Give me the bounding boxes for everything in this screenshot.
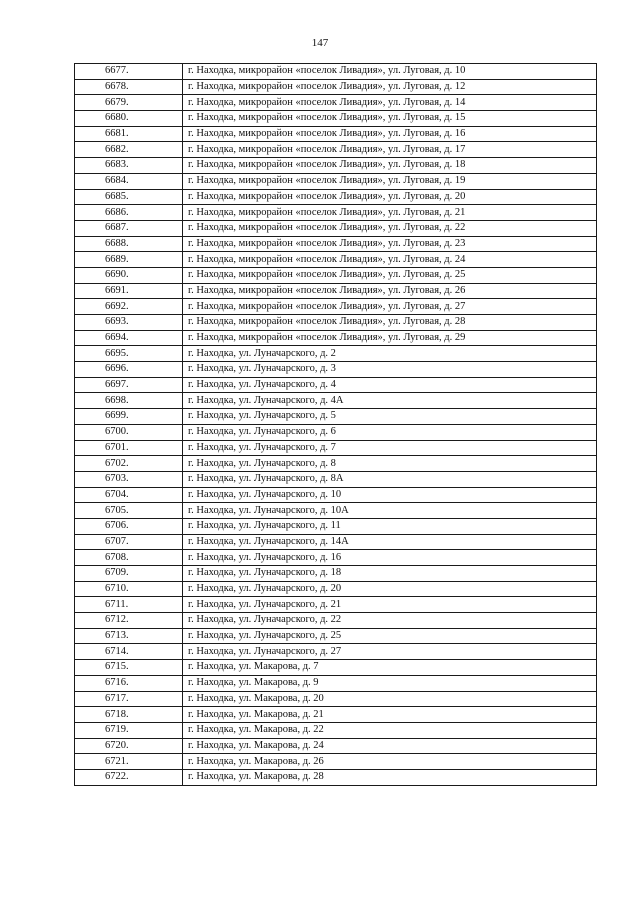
address-cell: г. Находка, ул. Луначарского, д. 10А xyxy=(183,503,597,519)
address-cell: г. Находка, ул. Луначарского, д. 8А xyxy=(183,471,597,487)
address-cell: г. Находка, ул. Макарова, д. 9 xyxy=(183,675,597,691)
table-row xyxy=(75,566,597,582)
address-cell: г. Находка, микрорайон «поселок Ливадия», ул. Луговая, д. 29 xyxy=(183,330,597,346)
address-cell: г. Находка, микрорайон «поселок Ливадия», ул. Луговая, д. 10 xyxy=(183,64,597,80)
row-number-cell: 6702. xyxy=(75,456,183,472)
row-number-cell: 6710. xyxy=(75,581,183,597)
address-cell: г. Находка, микрорайон «поселок Ливадия», ул. Луговая, д. 17 xyxy=(183,142,597,158)
row-number-cell: 6705. xyxy=(75,503,183,519)
address-cell: г. Находка, ул. Луначарского, д. 5 xyxy=(183,409,597,425)
row-number-cell: 6688. xyxy=(75,236,183,252)
table-row xyxy=(75,111,597,127)
address-cell: г. Находка, микрорайон «поселок Ливадия», ул. Луговая, д. 28 xyxy=(183,315,597,331)
address-cell: г. Находка, ул. Луначарского, д. 16 xyxy=(183,550,597,566)
row-number-cell: 6718. xyxy=(75,707,183,723)
table-row xyxy=(75,79,597,95)
row-number-cell: 6690. xyxy=(75,267,183,283)
address-cell: г. Находка, ул. Луначарского, д. 14А xyxy=(183,534,597,550)
address-cell: г. Находка, ул. Луначарского, д. 4А xyxy=(183,393,597,409)
row-number-cell: 6719. xyxy=(75,722,183,738)
row-number-cell: 6698. xyxy=(75,393,183,409)
address-cell: г. Находка, ул. Макарова, д. 26 xyxy=(183,754,597,770)
table-row xyxy=(75,628,597,644)
address-cell: г. Находка, ул. Луначарского, д. 4 xyxy=(183,377,597,393)
row-number-cell: 6678. xyxy=(75,79,183,95)
table-row xyxy=(75,315,597,331)
row-number-cell: 6717. xyxy=(75,691,183,707)
table-row xyxy=(75,173,597,189)
address-cell: г. Находка, ул. Макарова, д. 7 xyxy=(183,660,597,676)
address-cell: г. Находка, ул. Луначарского, д. 22 xyxy=(183,613,597,629)
table-row xyxy=(75,613,597,629)
table-row xyxy=(75,456,597,472)
table-row xyxy=(75,189,597,205)
row-number-cell: 6692. xyxy=(75,299,183,315)
row-number-cell: 6694. xyxy=(75,330,183,346)
table-row xyxy=(75,142,597,158)
table-row xyxy=(75,597,597,613)
table-row xyxy=(75,126,597,142)
table-row xyxy=(75,220,597,236)
address-cell: г. Находка, ул. Луначарского, д. 6 xyxy=(183,424,597,440)
table-row xyxy=(75,283,597,299)
address-cell: г. Находка, ул. Луначарского, д. 20 xyxy=(183,581,597,597)
address-cell: г. Находка, микрорайон «поселок Ливадия», ул. Луговая, д. 23 xyxy=(183,236,597,252)
row-number-cell: 6684. xyxy=(75,173,183,189)
address-cell: г. Находка, ул. Макарова, д. 24 xyxy=(183,738,597,754)
row-number-cell: 6685. xyxy=(75,189,183,205)
table-row xyxy=(75,660,597,676)
table-row xyxy=(75,503,597,519)
table-row xyxy=(75,64,597,80)
row-number-cell: 6716. xyxy=(75,675,183,691)
row-number-cell: 6711. xyxy=(75,597,183,613)
row-number-cell: 6693. xyxy=(75,315,183,331)
address-cell: г. Находка, микрорайон «поселок Ливадия», ул. Луговая, д. 24 xyxy=(183,252,597,268)
row-number-cell: 6677. xyxy=(75,64,183,80)
row-number-cell: 6681. xyxy=(75,126,183,142)
address-cell: г. Находка, микрорайон «поселок Ливадия», ул. Луговая, д. 20 xyxy=(183,189,597,205)
address-cell: г. Находка, ул. Луначарского, д. 2 xyxy=(183,346,597,362)
address-cell: г. Находка, микрорайон «поселок Ливадия», ул. Луговая, д. 15 xyxy=(183,111,597,127)
row-number-cell: 6721. xyxy=(75,754,183,770)
row-number-cell: 6704. xyxy=(75,487,183,503)
table-row xyxy=(75,267,597,283)
table-row xyxy=(75,534,597,550)
address-table xyxy=(74,63,597,786)
table-row xyxy=(75,330,597,346)
table-row xyxy=(75,581,597,597)
row-number-cell: 6691. xyxy=(75,283,183,299)
row-number-cell: 6687. xyxy=(75,220,183,236)
table-row xyxy=(75,644,597,660)
table-row xyxy=(75,252,597,268)
row-number-cell: 6707. xyxy=(75,534,183,550)
address-cell: г. Находка, микрорайон «поселок Ливадия», ул. Луговая, д. 14 xyxy=(183,95,597,111)
address-cell: г. Находка, ул. Луначарского, д. 27 xyxy=(183,644,597,660)
address-cell: г. Находка, ул. Луначарского, д. 18 xyxy=(183,566,597,582)
row-number-cell: 6715. xyxy=(75,660,183,676)
row-number-cell: 6713. xyxy=(75,628,183,644)
address-cell: г. Находка, микрорайон «поселок Ливадия», ул. Луговая, д. 19 xyxy=(183,173,597,189)
row-number-cell: 6679. xyxy=(75,95,183,111)
address-cell: г. Находка, ул. Луначарского, д. 25 xyxy=(183,628,597,644)
table-row xyxy=(75,424,597,440)
table-row xyxy=(75,738,597,754)
row-number-cell: 6712. xyxy=(75,613,183,629)
table-row xyxy=(75,471,597,487)
address-cell: г. Находка, микрорайон «поселок Ливадия», ул. Луговая, д. 25 xyxy=(183,267,597,283)
address-cell: г. Находка, микрорайон «поселок Ливадия», ул. Луговая, д. 22 xyxy=(183,220,597,236)
row-number-cell: 6700. xyxy=(75,424,183,440)
address-cell: г. Находка, ул. Макарова, д. 21 xyxy=(183,707,597,723)
address-cell: г. Находка, ул. Макарова, д. 20 xyxy=(183,691,597,707)
row-number-cell: 6714. xyxy=(75,644,183,660)
row-number-cell: 6697. xyxy=(75,377,183,393)
address-cell: г. Находка, микрорайон «поселок Ливадия», ул. Луговая, д. 18 xyxy=(183,158,597,174)
row-number-cell: 6682. xyxy=(75,142,183,158)
address-cell: г. Находка, ул. Луначарского, д. 7 xyxy=(183,440,597,456)
table-row xyxy=(75,707,597,723)
table-row xyxy=(75,95,597,111)
table-row xyxy=(75,346,597,362)
row-number-cell: 6689. xyxy=(75,252,183,268)
row-number-cell: 6701. xyxy=(75,440,183,456)
table-row xyxy=(75,518,597,534)
table-row xyxy=(75,550,597,566)
row-number-cell: 6686. xyxy=(75,205,183,221)
address-cell: г. Находка, ул. Луначарского, д. 21 xyxy=(183,597,597,613)
table-row xyxy=(75,205,597,221)
table-row xyxy=(75,362,597,378)
row-number-cell: 6722. xyxy=(75,769,183,785)
table-row xyxy=(75,769,597,785)
address-cell: г. Находка, ул. Луначарского, д. 8 xyxy=(183,456,597,472)
table-row xyxy=(75,158,597,174)
address-cell: г. Находка, микрорайон «поселок Ливадия», ул. Луговая, д. 27 xyxy=(183,299,597,315)
address-cell: г. Находка, микрорайон «поселок Ливадия», ул. Луговая, д. 26 xyxy=(183,283,597,299)
row-number-cell: 6708. xyxy=(75,550,183,566)
table-row xyxy=(75,377,597,393)
table-row xyxy=(75,691,597,707)
table-row xyxy=(75,487,597,503)
row-number-cell: 6703. xyxy=(75,471,183,487)
address-cell: г. Находка, ул. Луначарского, д. 11 xyxy=(183,518,597,534)
address-cell: г. Находка, ул. Макарова, д. 28 xyxy=(183,769,597,785)
row-number-cell: 6720. xyxy=(75,738,183,754)
row-number-cell: 6699. xyxy=(75,409,183,425)
address-cell: г. Находка, микрорайон «поселок Ливадия», ул. Луговая, д. 16 xyxy=(183,126,597,142)
row-number-cell: 6683. xyxy=(75,158,183,174)
address-cell: г. Находка, ул. Луначарского, д. 10 xyxy=(183,487,597,503)
address-cell: г. Находка, микрорайон «поселок Ливадия», ул. Луговая, д. 12 xyxy=(183,79,597,95)
table-row xyxy=(75,393,597,409)
page-number: 147 xyxy=(311,37,329,49)
address-cell: г. Находка, микрорайон «поселок Ливадия», ул. Луговая, д. 21 xyxy=(183,205,597,221)
table-row xyxy=(75,409,597,425)
table-row xyxy=(75,299,597,315)
row-number-cell: 6696. xyxy=(75,362,183,378)
row-number-cell: 6706. xyxy=(75,518,183,534)
address-cell: г. Находка, ул. Луначарского, д. 3 xyxy=(183,362,597,378)
row-number-cell: 6680. xyxy=(75,111,183,127)
table-row xyxy=(75,236,597,252)
table-row xyxy=(75,754,597,770)
table-row xyxy=(75,440,597,456)
table-row xyxy=(75,675,597,691)
address-table-body xyxy=(75,64,597,786)
address-cell: г. Находка, ул. Макарова, д. 22 xyxy=(183,722,597,738)
row-number-cell: 6709. xyxy=(75,566,183,582)
table-row xyxy=(75,722,597,738)
row-number-cell: 6695. xyxy=(75,346,183,362)
